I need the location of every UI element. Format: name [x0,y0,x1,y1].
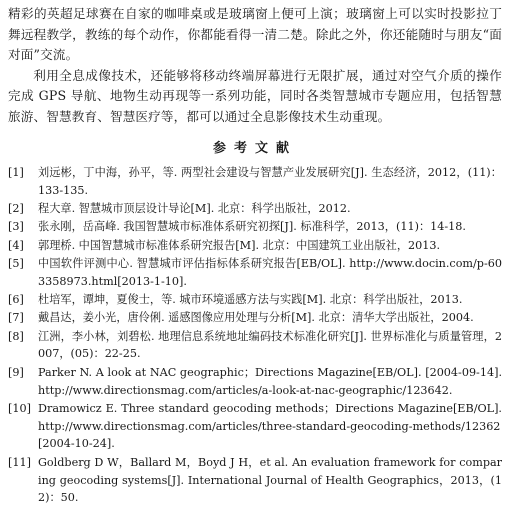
body-paragraph-hologram: 利用全息成像技术，还能够将移动终端屏幕进行无限扩展，通过对空气介质的操作完成 GPS 导航、地物生动再现等一系列功能，同时各类智慧城市专题应用，包括智慧旅游、智慧教育、智慧医疗等，都可以通过全息影像技术生动重现。 [8,67,502,124]
reference-text: 中国软件评测中心. 智慧城市评估指标体系研究报告[EB/OL]. http://www.docin.com/p-603358973.html[2013-1-10]. [38,256,502,288]
reference-list [8,164,502,507]
reference-text: 江洲，李小林，刘碧松. 地理信息系统地址编码技术标准化研究[J]. 世界标准化与质量管理，2007，(05)：22-25. [38,329,502,361]
reference-item [8,200,502,218]
reference-text: 程大章. 智慧城市顶层设计导论[M]. 北京：科学出版社，2012. [38,202,351,216]
reference-item [8,328,502,364]
reference-number: [6] [8,293,24,307]
reference-number: [5] [8,256,24,270]
reference-text: 杜培军，谭坤，夏俊士，等. 城市环境遥感方法与实践[M]. 北京：科学出版社，2013. [38,293,463,307]
reference-item [8,164,502,200]
reference-item [8,255,502,291]
reference-number: [10] [8,401,31,415]
reference-item [8,291,502,309]
reference-item [8,454,502,507]
reference-text: 张永刚，岳高峰. 我国智慧城市标准体系研究初探[J]. 标准科学，2013，(11)：14-18. [38,220,466,234]
reference-number: [11] [8,455,31,469]
reference-number: [8] [8,329,24,343]
reference-number: [4] [8,238,24,252]
reference-number: [1] [8,166,24,179]
reference-text: Dramowicz E. Three standard geocoding methods；Directions Magazine[EB/OL]. http://www.directionsmag.com/articles/three-standard-geocoding-methods/12362[2004-10-24]. [38,401,502,451]
reference-text: Parker N. A look at NAC geographic；Directions Magazine[EB/OL]. [2004-09-14]. http://www.directionsmag.com/articles/a-look-at-nac-geographic/123642. [38,365,502,397]
reference-item [8,309,502,327]
references-heading: 参考文献 [212,141,297,156]
reference-item [8,400,502,453]
reference-number: [9] [8,365,24,379]
reference-item [8,218,502,236]
reference-text: Goldberg D W，Ballard M，Boyd J H，et al. An evaluation framework for comparing geocoding systems[J]. International Journal of Health Geographics，2013，(12)：50. [38,455,502,505]
reference-text: 戴昌达，姜小光，唐伶俐. 遥感图像应用处理与分析[M]. 北京：清华大学出版社，2004. [38,311,474,325]
reference-number: [3] [8,220,24,234]
reference-number: [2] [8,202,24,216]
reference-item [8,237,502,255]
reference-text: 郭理桥. 中国智慧城市标准体系研究报告[M]. 北京：中国建筑工业出版社，2013. [38,238,441,252]
reference-text: 刘远彬，丁中海，孙平，等. 两型社会建设与智慧产业发展研究[J]. 生态经济，2012，(11)：133-135. [38,166,502,197]
reference-number: [7] [8,311,24,325]
reference-item [8,364,502,400]
body-paragraph-continued: 精彩的英超足球赛在自家的咖啡桌或是玻璃窗上便可上演；玻璃窗上可以实时投影拉丁舞远程教学，教练的每个动作，你都能看得一清二楚。除此之外，你还能随时与朋友“面对面”交流。 [8,6,502,62]
